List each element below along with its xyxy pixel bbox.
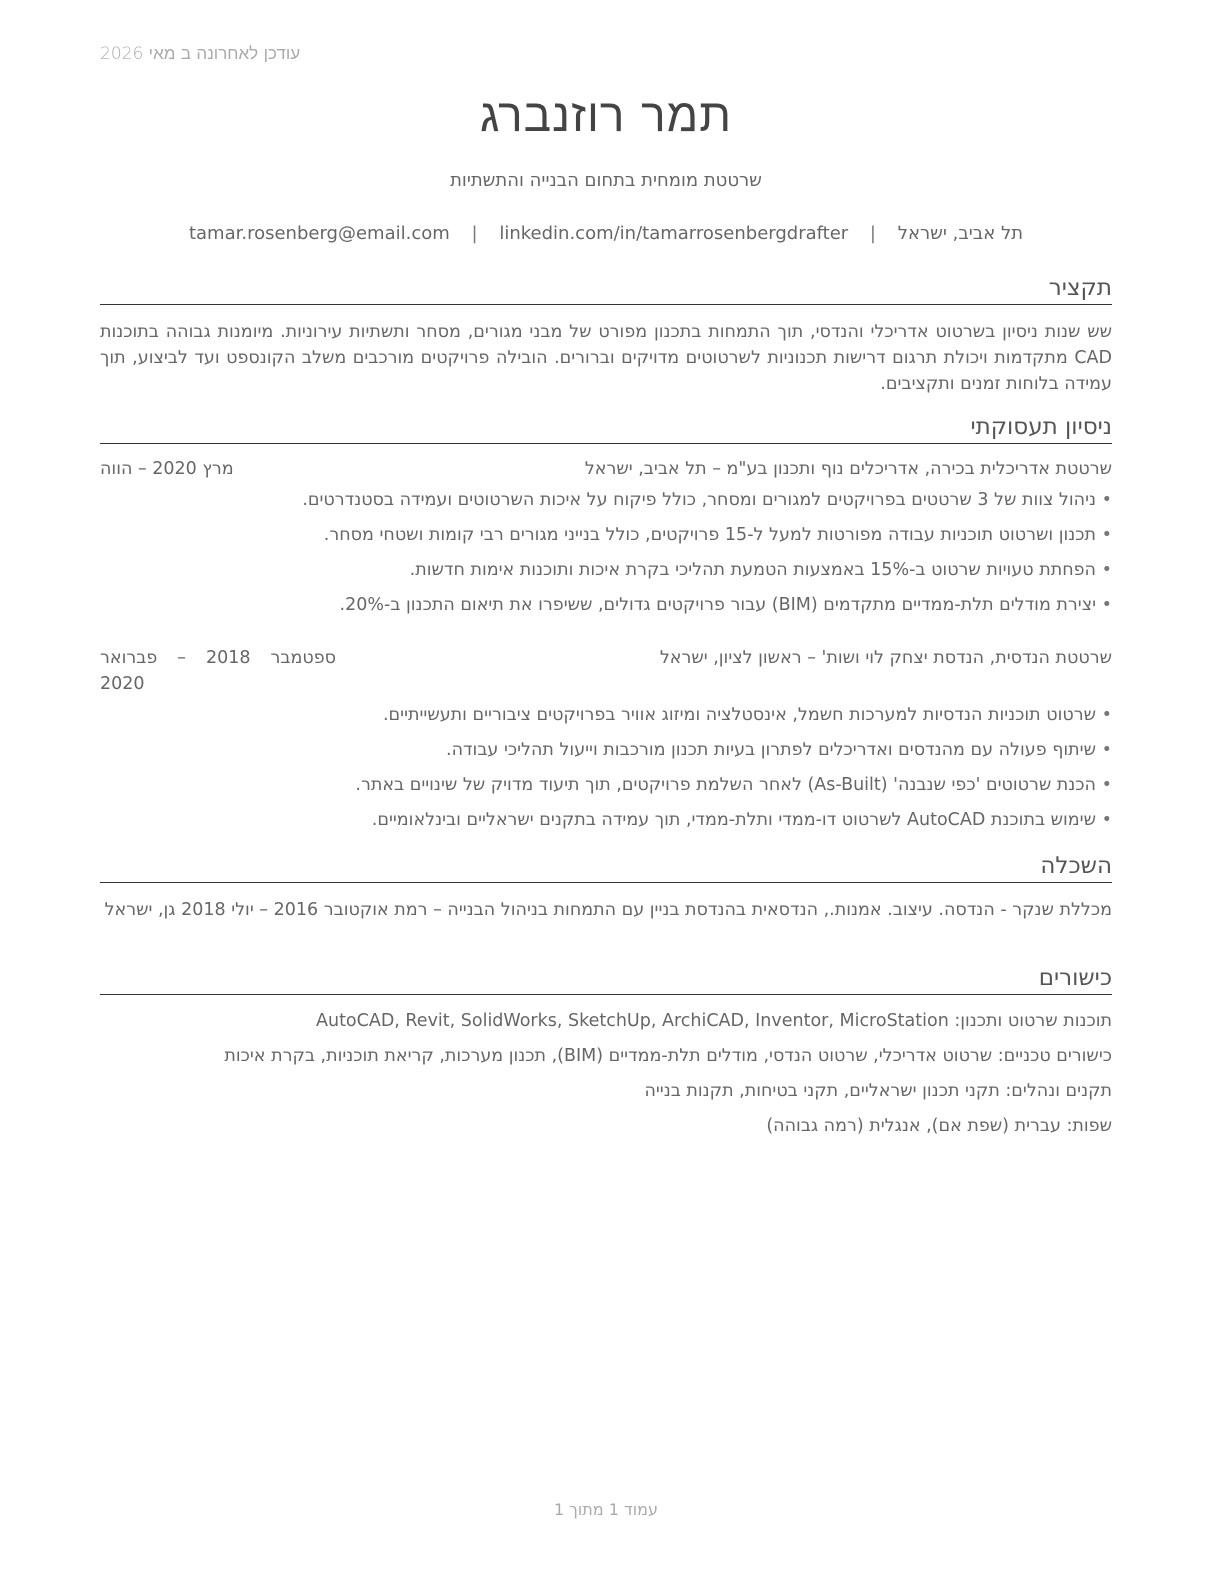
job-bullet: • יצירת מודלים תלת-ממדיים מתקדמים (BIM) עבור פרויקטים גדולים, ששיפרו את תיאום התכנון ב-20%. <box>100 592 1112 627</box>
experience-heading: ניסיון תעסוקתי <box>100 413 1112 444</box>
job-bullet: • הכנת שרטוטים 'כפי שנבנה' (As-Built) לאחר השלמת פרויקטים, תוך תיעוד מדויק של שינויים באתר. <box>100 772 1112 807</box>
job-dates: ספטמבר 2018 – פברואר 2020 <box>100 648 336 694</box>
skills-line: שפות: עברית (שפת אם), אנגלית (רמה גבוהה) <box>766 1116 1112 1136</box>
job-role: שרטטת אדריכלית בכירה, אדריכלים נוף ותכנון בע"מ – תל אביב, ישראל <box>584 459 1112 479</box>
job-bullet: • הפחתת טעויות שרטוט ב-15% באמצעות הטמעת תהליכי בקרת איכות ותוכנות אימות חדשות. <box>100 557 1112 592</box>
skills-list <box>100 1008 1112 1148</box>
job-bullet: • שרטוט תוכניות הנדסיות למערכות חשמל, אינסטלציה ומיזוג אוויר בפרויקטים ציבוריים ותעשייתיים. <box>100 702 1112 737</box>
job-bullets <box>100 487 1112 627</box>
education-heading: השכלה <box>100 852 1112 883</box>
contact-email[interactable]: tamar.rosenberg@email.com <box>188 223 450 244</box>
job-bullet: • שימוש בתוכנת AutoCAD לשרטוט דו-ממדי ותלת-ממדי, תוך עמידה בתקנים ישראליים ובינלאומיים. <box>100 807 1112 842</box>
job-role: שרטטת הנדסית, הנדסת יצחק לוי ושות' – ראשון לציון, ישראל <box>659 648 1112 668</box>
page-number: עמוד 1 מתוך 1 <box>554 1500 658 1519</box>
contact-location: תל אביב, ישראל <box>897 223 1024 244</box>
skills-line: תקנים ונהלים: תקני תכנון ישראליים, תקני בטיחות, תקנות בנייה <box>644 1081 1112 1101</box>
contact-separator: | <box>471 223 478 244</box>
candidate-name: תמר רוזנברג <box>479 88 733 142</box>
education-text: מכללת שנקר - הנדסה. עיצוב. אמנות., הנדסאית בהנדסת בניין עם התמחות בניהול הבנייה – רמת אוקטובר 2016 – יולי 2018 גן, ישראל <box>104 900 1112 920</box>
contact-separator: | <box>869 223 876 244</box>
resume-page <box>100 0 1112 1584</box>
skills-line: כישורים טכניים: שרטוט אדריכלי, שרטוט הנדסי, מודלים תלת-ממדיים (BIM), תכנון מערכות, קריאת תוכניות, בקרת איכות <box>224 1046 1112 1066</box>
summary-heading: תקציר <box>100 274 1112 305</box>
job-bullet: • תכנון ושרטוט תוכניות עבודה מפורטות למעל ל-15 פרויקטים, כולל בנייני מגורים רבי קומות ושטחי מסחר. <box>100 522 1112 557</box>
summary-text: שש שנות ניסיון בשרטוט אדריכלי והנדסי, תוך התמחות בתכנון מפורט של מבני מגורים, מסחר ותשתיות עירוניות. מיומנות גבוהה בתוכנות CAD מתקדמות ויכולת תרגום דרישות תכנוניות לשרטוטים מדויקים וברורים. הובילה פרויקטים מורכבים משלב הקונספט ועד לביצוע, תוך עמידה בלוחות זמנים ותקציבים. <box>100 322 1112 394</box>
candidate-title: שרטטת מומחית בתחום הבנייה והתשתיות <box>450 170 762 191</box>
job-bullets <box>100 702 1112 842</box>
job-bullet: • ניהול צוות של 3 שרטטים בפרויקטים למגורים ומסחר, כולל פיקוח על איכות השרטוטים ועמידה בסטנדרטים. <box>100 487 1112 522</box>
skills-line: תוכנות שרטוט ותכנון: AutoCAD, Revit, SolidWorks, SketchUp, ArchiCAD, Inventor, MicroStation <box>316 1011 1112 1031</box>
job-bullet: • שיתוף פעולה עם מהנדסים ואדריכלים לפתרון בעיות תכנון מורכבות וייעול תהליכי עבודה. <box>100 737 1112 772</box>
job-dates: מרץ 2020 – הווה <box>100 459 234 479</box>
contact-linkedin[interactable]: linkedin.com/in/tamarrosenbergdrafter <box>499 223 849 244</box>
last-updated: עודכן לאחרונה ב מאי 2026 <box>100 44 301 64</box>
skills-heading: כישורים <box>100 964 1112 995</box>
contact-line <box>100 223 1112 244</box>
